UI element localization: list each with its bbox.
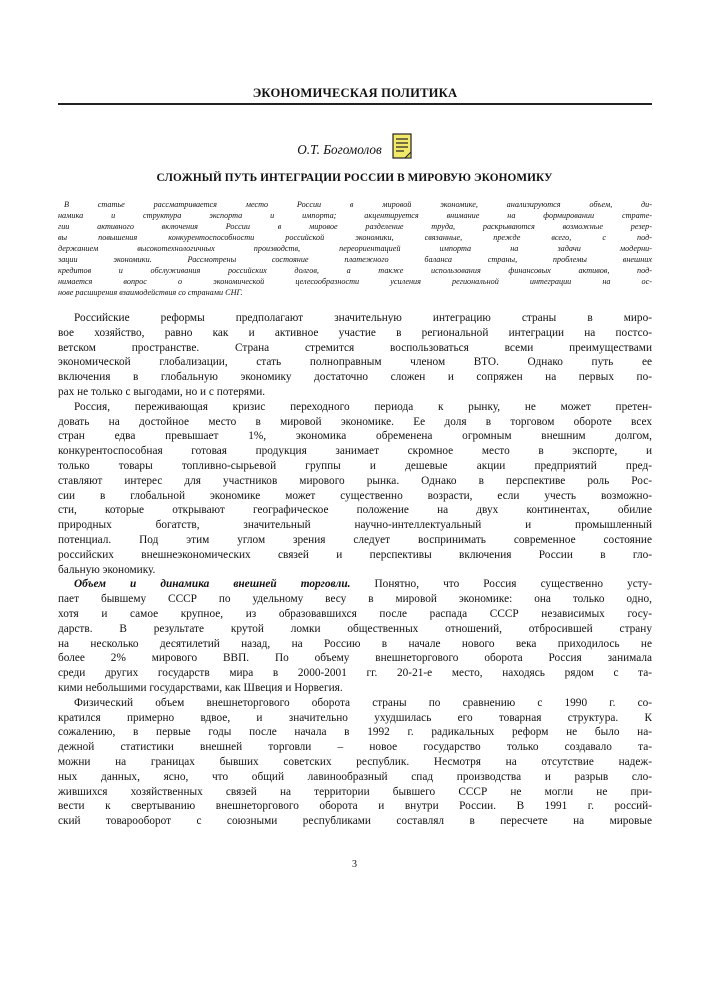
body-line: бальную экономику. [58, 563, 156, 576]
abstract-line: зации экономики. Рассмотрены состояние платежного баланса страны, проблемы внешних [58, 255, 652, 264]
body-line: довать на достойное место в мировой экономике. Ее доля в торговом обороте всех [58, 415, 652, 428]
body-line: жившихся хозяйственных связей на территории бывшего СССР не могли не при- [58, 785, 652, 798]
body-line: ных данных, ясно, что общий лавинообразный спад производства и разрыв сло- [58, 770, 652, 783]
abstract-line: нимается вопрос о экономической целесообразности усиления региональной интеграции на ос- [58, 277, 652, 286]
body-line: ский товарооборот с союзными республиками составлял в пересчете на мировые [58, 815, 652, 828]
article-body [58, 311, 652, 829]
body-line: более 2% мирового ВВП. По объему внешнеторгового оборота Россия занимала [58, 652, 652, 665]
abstract-line: нове расширения взаимодействия со странами СНГ. [58, 288, 243, 297]
body-line: потенциал. Под этим углом зрения следует воспринимать современное состояние [58, 533, 652, 546]
body-line: стран едва превышает 1%, экономика обременена огромным внешним долгом, [58, 430, 652, 443]
body-line: Физический объем внешнеторгового оборота страны по сравнению с 1990 г. со- [74, 696, 652, 709]
body-line: только товары топливно-сырьевой группы и дешевые акции предприятий пред- [58, 459, 652, 472]
body-line: природных богатств, значительный научно-интеллектуальный и промышленный [58, 519, 652, 532]
body-line: дежной статистики внешней торговли – новое государство только создавало та- [58, 741, 652, 754]
body-line: ветском пространстве. Страна стремится воспользоваться всеми преимуществами [58, 341, 652, 354]
body-line: сии в глобальной экономике может существенно возрасти, если учесть возможно- [58, 489, 652, 502]
article-title: СЛОЖНЫЙ ПУТЬ ИНТЕГРАЦИИ РОССИИ В МИРОВУЮ ЭКОНОМИКУ [156, 172, 553, 184]
note-icon[interactable] [392, 133, 412, 159]
body-line: вести к свертыванию внешнеторгового оборота и внутри России. В 1991 г. россий- [58, 800, 652, 813]
abstract-line: намика и структура экспорта и импорта; акцентируется внимание на формировании страте- [58, 211, 652, 220]
section-title: ЭКОНОМИЧЕСКАЯ ПОЛИТИКА [252, 86, 458, 100]
body-line: сти, которые открывают географическое положение на двух континентах, обилие [58, 504, 652, 517]
body-line: кратился примерно вдвое, и значительно ухудшилась его товарная структура. К [58, 711, 652, 724]
body-line: можни на границах бывших советских республик. Несмотря на отсутствие надеж- [58, 755, 652, 768]
body-line: пает бывшему СССР по удельному весу в мировой экономике: она только одно, [58, 593, 652, 606]
body-line: хотя и самое крупное, из образовавшихся после распада СССР независимых госу- [58, 607, 652, 620]
body-line: включения в глобальную экономику достаточно сложен и сопряжен на первых по- [58, 371, 652, 384]
abstract-line: гии активного включения России в мировое разделение труда, раскрываются возможные резер- [58, 222, 652, 231]
body-line: экономической глобализации, стать полноправным членом ВТО. Однако путь ее [58, 356, 652, 369]
body-line: дарств. В результате крутой ломки общественных отношений, отбросившей страну [58, 622, 652, 635]
body-line-rest: Понятно, что Россия существенно усту- [350, 578, 652, 591]
author-name: О.Т. Богомолов [297, 142, 382, 157]
body-line: конкурентоспособная готовая продукция занимает скромное место в экспорте, и [58, 445, 652, 458]
abstract-line: кредитов и обслуживания российских долгов, а также использования финансовых активов, под- [58, 266, 652, 275]
body-line: рах не только с выгодами, но и с потерями. [58, 385, 266, 398]
abstract-line: держанием высокотехнологичных производств, переориентацией импорта на задачи модерни- [58, 244, 652, 253]
abstract-line: В статье рассматривается место России в мировой экономике, анализируются объем, ди- [64, 200, 652, 209]
body-line: на несколько десятилетий назад, на Россию в начале нового века приходилось не [58, 637, 652, 650]
body-line: сожалению, в первые годы после начала в 1992 г. радикальных реформ не было на- [58, 726, 652, 739]
body-line: российских внешнеэкономических связей и перспективы включения России в гло- [58, 548, 652, 561]
abstract [58, 199, 652, 298]
body-line: среди других государств мира в 2000-2001 гг. 20-21-е место, находясь рядом с та- [58, 667, 652, 680]
section-divider [58, 103, 652, 105]
author-row [0, 133, 709, 163]
page-number: 3 [352, 859, 357, 870]
body-line: ставляют интерес для участников мирового рынка. Однако в перспективе роль Рос- [58, 474, 652, 487]
abstract-line: вы повышения конкурентоспособности российской экономики, связанные, прежде всего, с под- [58, 233, 652, 242]
body-line: Россия, переживающая кризис переходного периода к рынку, не может претен- [74, 400, 652, 413]
body-line: кими небольшими государствами, как Швеция и Норвегия. [58, 681, 343, 694]
body-line: вое хозяйство, равно как и активное участие в региональной интеграции на постсо- [58, 326, 652, 339]
body-line-with-heading [58, 577, 652, 592]
subsection-heading: Объем и динамика внешней торговли. [74, 578, 351, 591]
body-line: Российские реформы предполагают значительную интеграцию страны в миро- [74, 312, 652, 324]
